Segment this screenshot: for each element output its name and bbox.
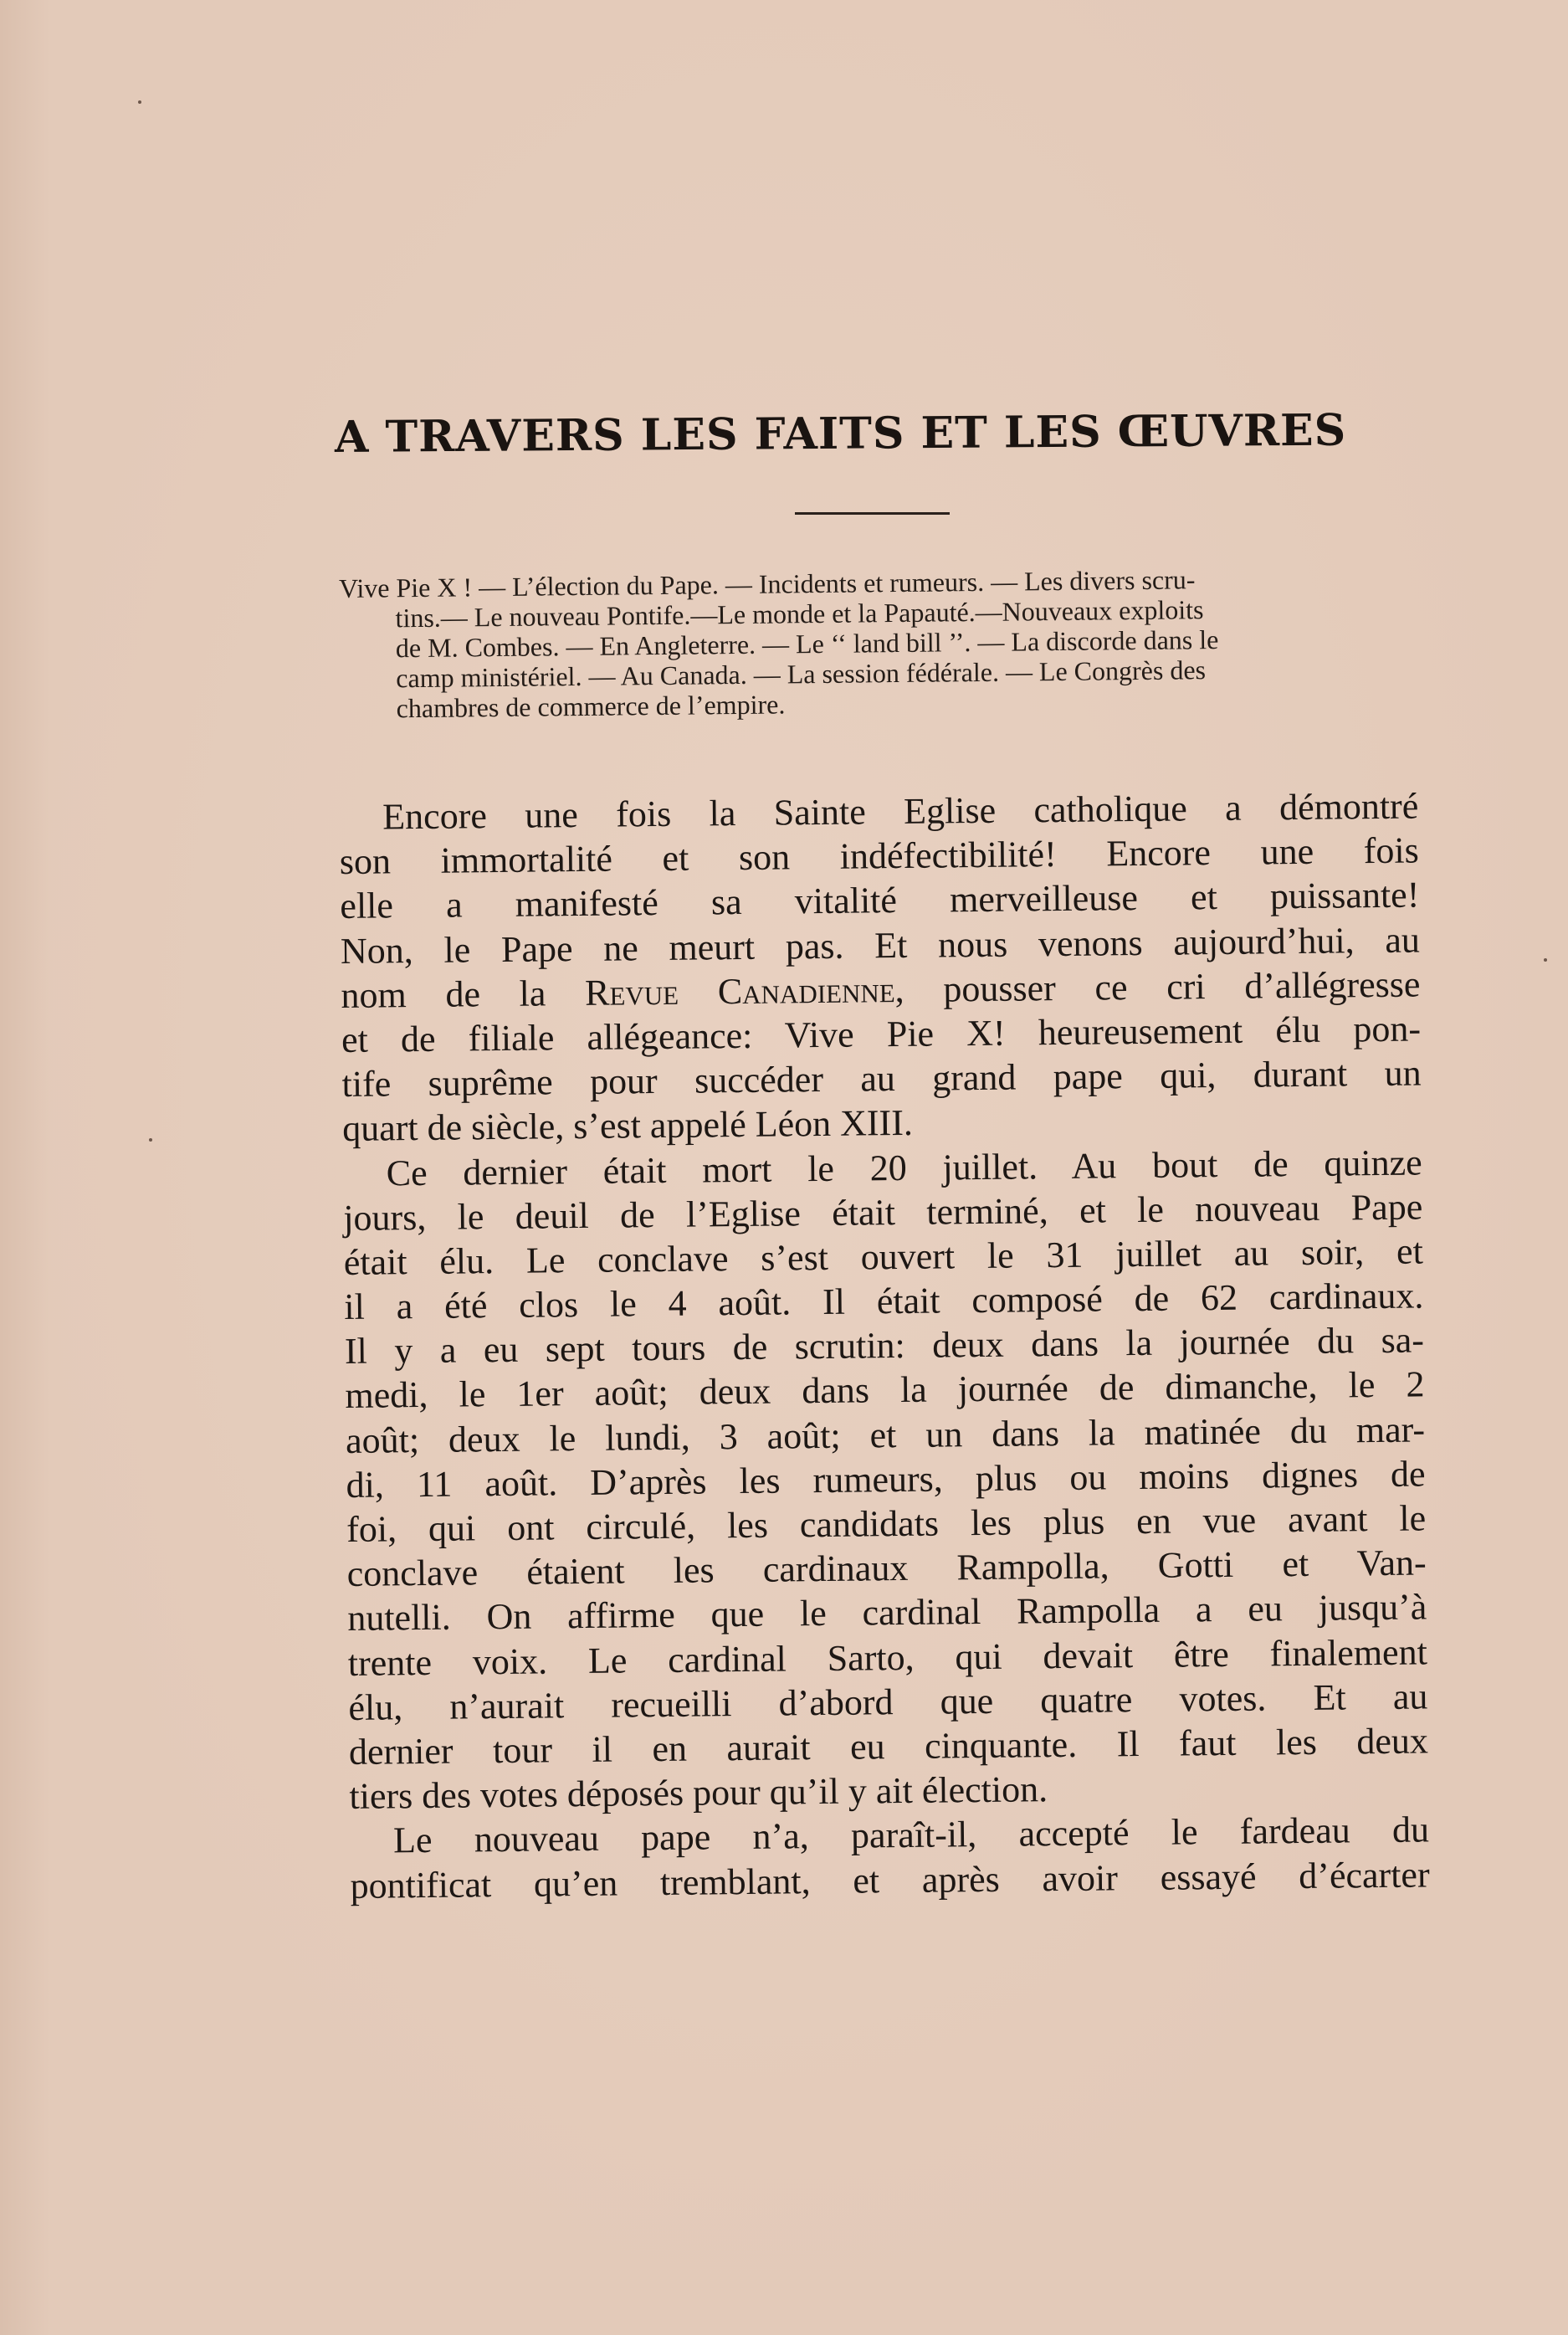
body-line: il a été clos le 4 août. Il était composé de 62 cardinaux. bbox=[344, 1275, 1424, 1328]
body-line: trente voix. Le cardinal Sarto, qui devait être finalement bbox=[347, 1630, 1428, 1684]
paper-speck bbox=[1544, 958, 1547, 962]
summary-line: Vive Pie X ! — L’élection du Pape. — Incidents et rumeurs. — Les divers scru- bbox=[339, 564, 1196, 603]
summary-line: tins.— Le nouveau Pontife.—Le monde et la Papauté.—Nouveaux exploits bbox=[395, 594, 1204, 634]
body-line: nutelli. On affirme que le cardinal Rampolla a eu jusqu’à bbox=[347, 1586, 1427, 1640]
body-line: dernier tour il en aurait eu cinquante. Il faut les deux bbox=[348, 1720, 1429, 1773]
body-line: foi, qui ont circulé, les candidats les plus en vue avant le bbox=[346, 1497, 1427, 1550]
summary-line: chambres de commerce de l’empire. bbox=[396, 689, 786, 724]
body-line: Il y a eu sept tours de scrutin: deux dans la journée du sa- bbox=[344, 1319, 1425, 1373]
body-line: était élu. Le conclave s’est ouvert le 31 juillet au soir, et bbox=[343, 1230, 1424, 1283]
body-line: son immortalité et son indéfectibilité! Encore une fois bbox=[339, 829, 1420, 883]
body-line: tiers des votes déposés pour qu’il y ait élection. bbox=[349, 1768, 1048, 1818]
paper-speck bbox=[138, 100, 141, 104]
summary-line: de M. Combes. — En Angleterre. — Le ‘‘ land bill ’’. — La discorde dans le bbox=[395, 624, 1219, 664]
body-line: di, 11 août. D’après les rumeurs, plus ou moins dignes de bbox=[346, 1453, 1426, 1506]
title-rule bbox=[795, 512, 950, 515]
article-body bbox=[339, 783, 1430, 1907]
body-line: Le nouveau pape n’a, paraît-il, accepté le fardeau du bbox=[392, 1809, 1430, 1861]
body-line: conclave étaient les cardinaux Rampolla, Gotti et Van- bbox=[346, 1542, 1427, 1595]
body-line: jours, le deuil de l’Eglise était terminé, et le nouveau Pape bbox=[343, 1186, 1423, 1239]
body-line: medi, le 1er août; deux dans la journée de dimanche, le 2 bbox=[345, 1363, 1425, 1417]
body-line: août; deux le lundi, 3 août; et un dans la matinée du mar- bbox=[345, 1409, 1426, 1461]
body-line: et de filiale allégeance: Vive Pie X! heureusement élu pon- bbox=[341, 1008, 1422, 1060]
body-line: Encore une fois la Sainte Eglise catholique a démontré bbox=[382, 785, 1419, 838]
body-text-segment: , pousser ce cri d’allégresse bbox=[894, 963, 1421, 1010]
summary-line: camp ministériel. — Au Canada. — La session fédérale. — Le Congrès des bbox=[396, 654, 1207, 694]
body-line: elle a manifesté sa vitalité merveilleuse et puissante! bbox=[340, 874, 1420, 927]
journal-name: Revue Canadienne bbox=[584, 968, 895, 1014]
body-line: Ce dernier était mort le 20 juillet. Au bout de quinze bbox=[386, 1141, 1422, 1193]
body-line: Non, le Pape ne meurt pas. Et nous venons aujourd’hui, au bbox=[340, 919, 1421, 972]
article-summary bbox=[339, 562, 1412, 724]
body-line: tife suprême pour succéder au grand pape qui, durant un bbox=[341, 1052, 1422, 1106]
article-title: A TRAVERS LES FAITS ET LES ŒUVRES bbox=[334, 404, 1347, 463]
body-line: pontificat qu’en tremblant, et après avoir essayé d’écarter bbox=[350, 1853, 1430, 1906]
body-line: élu, n’aurait recueilli d’abord que quatre votes. Et au bbox=[348, 1676, 1428, 1728]
body-line: quart de siècle, s’est appelé Léon XIII. bbox=[341, 1102, 914, 1150]
body-text-segment: nom de la bbox=[341, 972, 586, 1016]
paper-speck bbox=[149, 1138, 152, 1142]
